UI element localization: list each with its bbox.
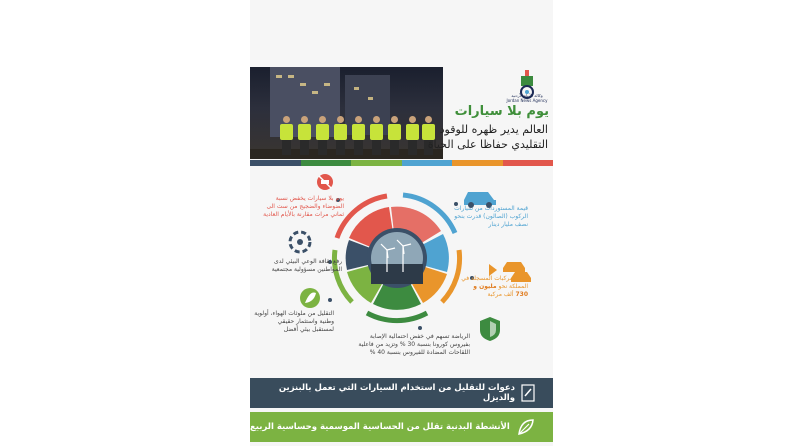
sport-text: الرياضة تسهم في خفض احتمالية الإصابة بفيروس كورونا بنسبة 30 % وتزيد من فاعلية اللقاحات المضادة للفيروس بنسبة 40 % bbox=[358, 333, 470, 356]
imports-text: قيمة المستوردات من سيارات الركوب (الصالون) قدرت بنحو نصف مليار دينار bbox=[454, 205, 528, 228]
no-car-icon bbox=[317, 174, 333, 190]
call-banner: دعوات للتقليل من استخدام السيارات التي تعمل بالبنزين والديزل bbox=[250, 378, 553, 408]
pollution-text: يوم بلا سيارات يخفض نسبة الضوضاء والضجيج من ست الى ثماني مرات مقارنة بالأيام العادية bbox=[263, 195, 344, 218]
leaf-recycle-icon bbox=[300, 288, 320, 308]
activity-banner: الأنشطة البدنية تقلل من الحساسية الموسمية وحساسية الربيع bbox=[250, 412, 553, 442]
leaf-icon bbox=[517, 418, 535, 436]
agency-name: وكالة الأنباء الأردنية Jordan News Agency bbox=[506, 93, 548, 103]
header bbox=[445, 104, 549, 120]
awareness-text: رفع ثقافة الوعي البيئي لدى المواطنين مسؤولية مجتمعية bbox=[271, 258, 342, 273]
page-subtitle: العالم يدير ظهره للوقود التقليدي حفاظا على الحياة bbox=[427, 123, 548, 151]
infographic-poster bbox=[250, 0, 553, 446]
sign-icon bbox=[521, 384, 535, 402]
shield-icon bbox=[480, 317, 500, 341]
recycle-people-icon bbox=[290, 232, 310, 252]
page-title: يوم بلا سيارات bbox=[454, 104, 549, 119]
vehicles-text: عدد المركبات المسجلة في المملكة نحو مليون و 730 ألف مركبة bbox=[461, 275, 528, 298]
air-text: التقليل من ملوثات الهواء، أولوية وطنية واستثمار حقيقي لمستقبل بيئي أفضل bbox=[254, 310, 334, 333]
color-separator bbox=[250, 160, 553, 166]
